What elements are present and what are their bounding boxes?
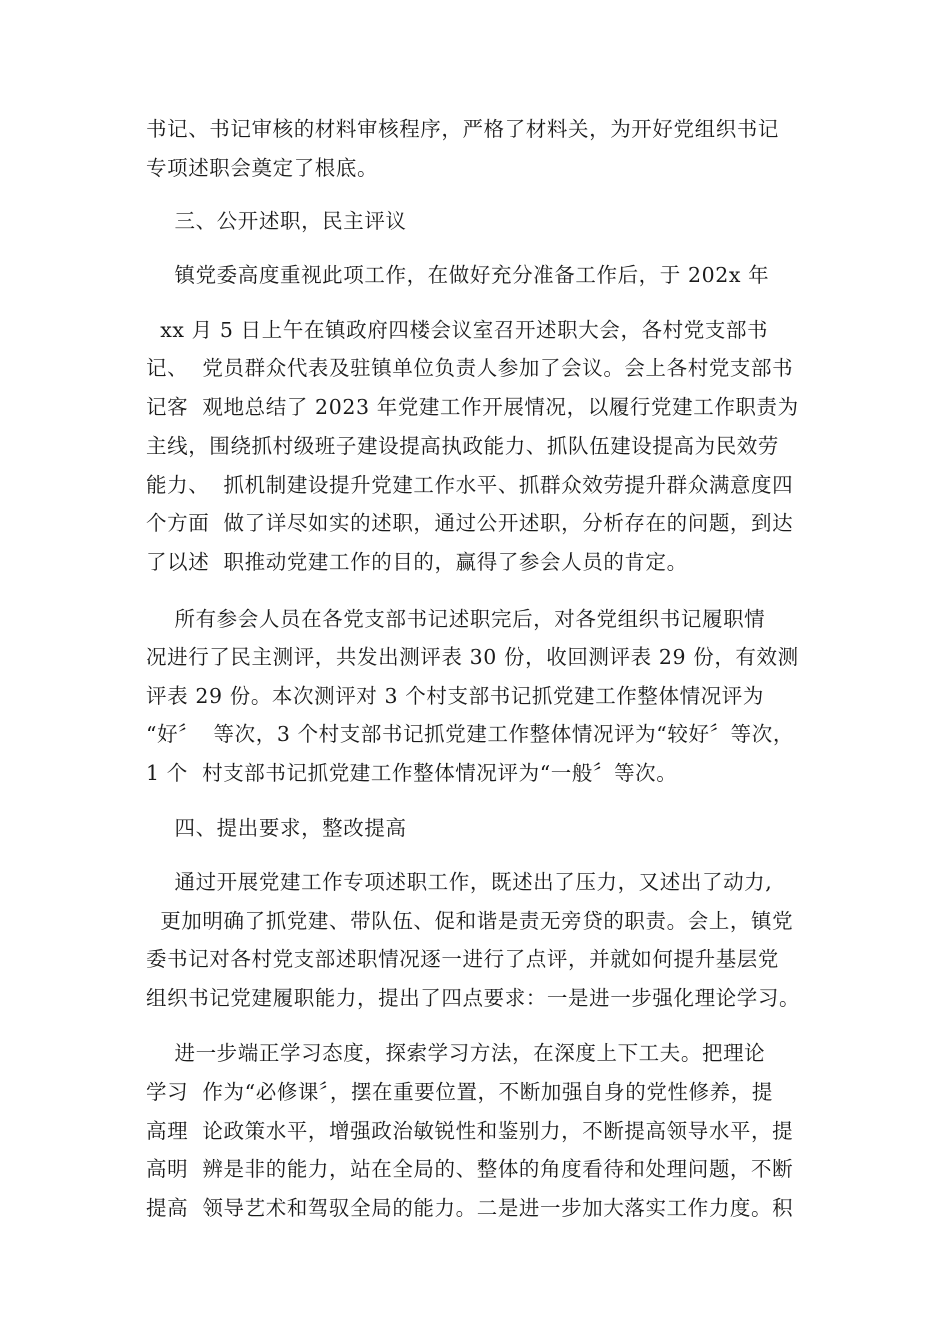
text-line: 专项述职会奠定了根底。 <box>146 156 379 180</box>
text-line: 镇党委高度重视此项工作，在做好充分准备工作后，于 202x 年 <box>146 263 770 287</box>
text-line: 更加明确了抓党建、带队伍、促和谐是责无旁贷的职责。会上，镇党 <box>146 909 794 933</box>
text-line: xx 月 5 日上午在镇政府四楼会议室召开述职大会，各村党支部书 <box>146 318 769 342</box>
text-line: 记、 党员群众代表及驻镇单位负责人参加了会议。会上各村党支部书 <box>146 356 794 380</box>
section-heading: 四、提出要求，整改提高 <box>146 816 407 840</box>
text-line: 学习 作为“必修课〞，摆在重要位置，不断加强自身的党性修养，提 <box>146 1080 773 1104</box>
text-line: 组织书记党建履职能力，提出了四点要求：一是进一步强化理论学习。 <box>146 986 801 1010</box>
text-line: 况进行了民主测评，共发出测评表 30 份，收回测评表 29 份，有效测 <box>146 645 799 669</box>
text-line: 高明 辨是非的能力，站在全局的、整体的角度看待和处理问题，不断 <box>146 1157 794 1181</box>
text-line: 书记、书记审核的材料审核程序，严格了材料关，为开好党组织书记 <box>146 117 779 141</box>
text-line: 能力、 抓机制建设提升党建工作水平、抓群众效劳提升群众满意度四 <box>146 473 794 497</box>
text-line: 通过开展党建工作专项述职工作，既述出了压力，又述出了动力, <box>146 870 773 894</box>
text-line: 进一步端正学习态度，探索学习方法，在深度上下工夫。把理论 <box>146 1041 766 1065</box>
text-line: 评表 29 份。本次测评对 3 个村支部书记抓党建工作整体情况评为 <box>146 684 764 708</box>
text-line: 高理 论政策水平，增强政治敏锐性和鉴别力，不断提高领导水平，提 <box>146 1119 794 1143</box>
text-line: 所有参会人员在各党支部书记述职完后，对各党组织书记履职情 <box>146 607 766 631</box>
text-line: 提高 领导艺术和驾驭全局的能力。二是进一步加大落实工作力度。积 <box>146 1196 794 1220</box>
text-line: “好〞 等次，3 个村支部书记抓党建工作整体情况评为“较好〞等次， <box>146 722 794 746</box>
text-line: 记客 观地总结了 2023 年党建工作开展情况，以履行党建工作职责为 <box>146 395 799 419</box>
text-line: 1 个 村支部书记抓党建工作整体情况评为“一般〞等次。 <box>146 761 678 785</box>
section-heading: 三、公开述职，民主评议 <box>146 209 407 233</box>
text-line: 主线，围绕抓村级班子建设提高执政能力、抓队伍建设提高为民效劳 <box>146 434 779 458</box>
text-line: 个方面 做了详尽如实的述职，通过公开述职，分析存在的问题，到达 <box>146 511 794 535</box>
text-line: 了以述 职推动党建工作的目的，赢得了参会人员的肯定。 <box>146 550 688 574</box>
text-line: 委书记对各村党支部述职情况逐一进行了点评，并就如何提升基层党 <box>146 947 779 971</box>
